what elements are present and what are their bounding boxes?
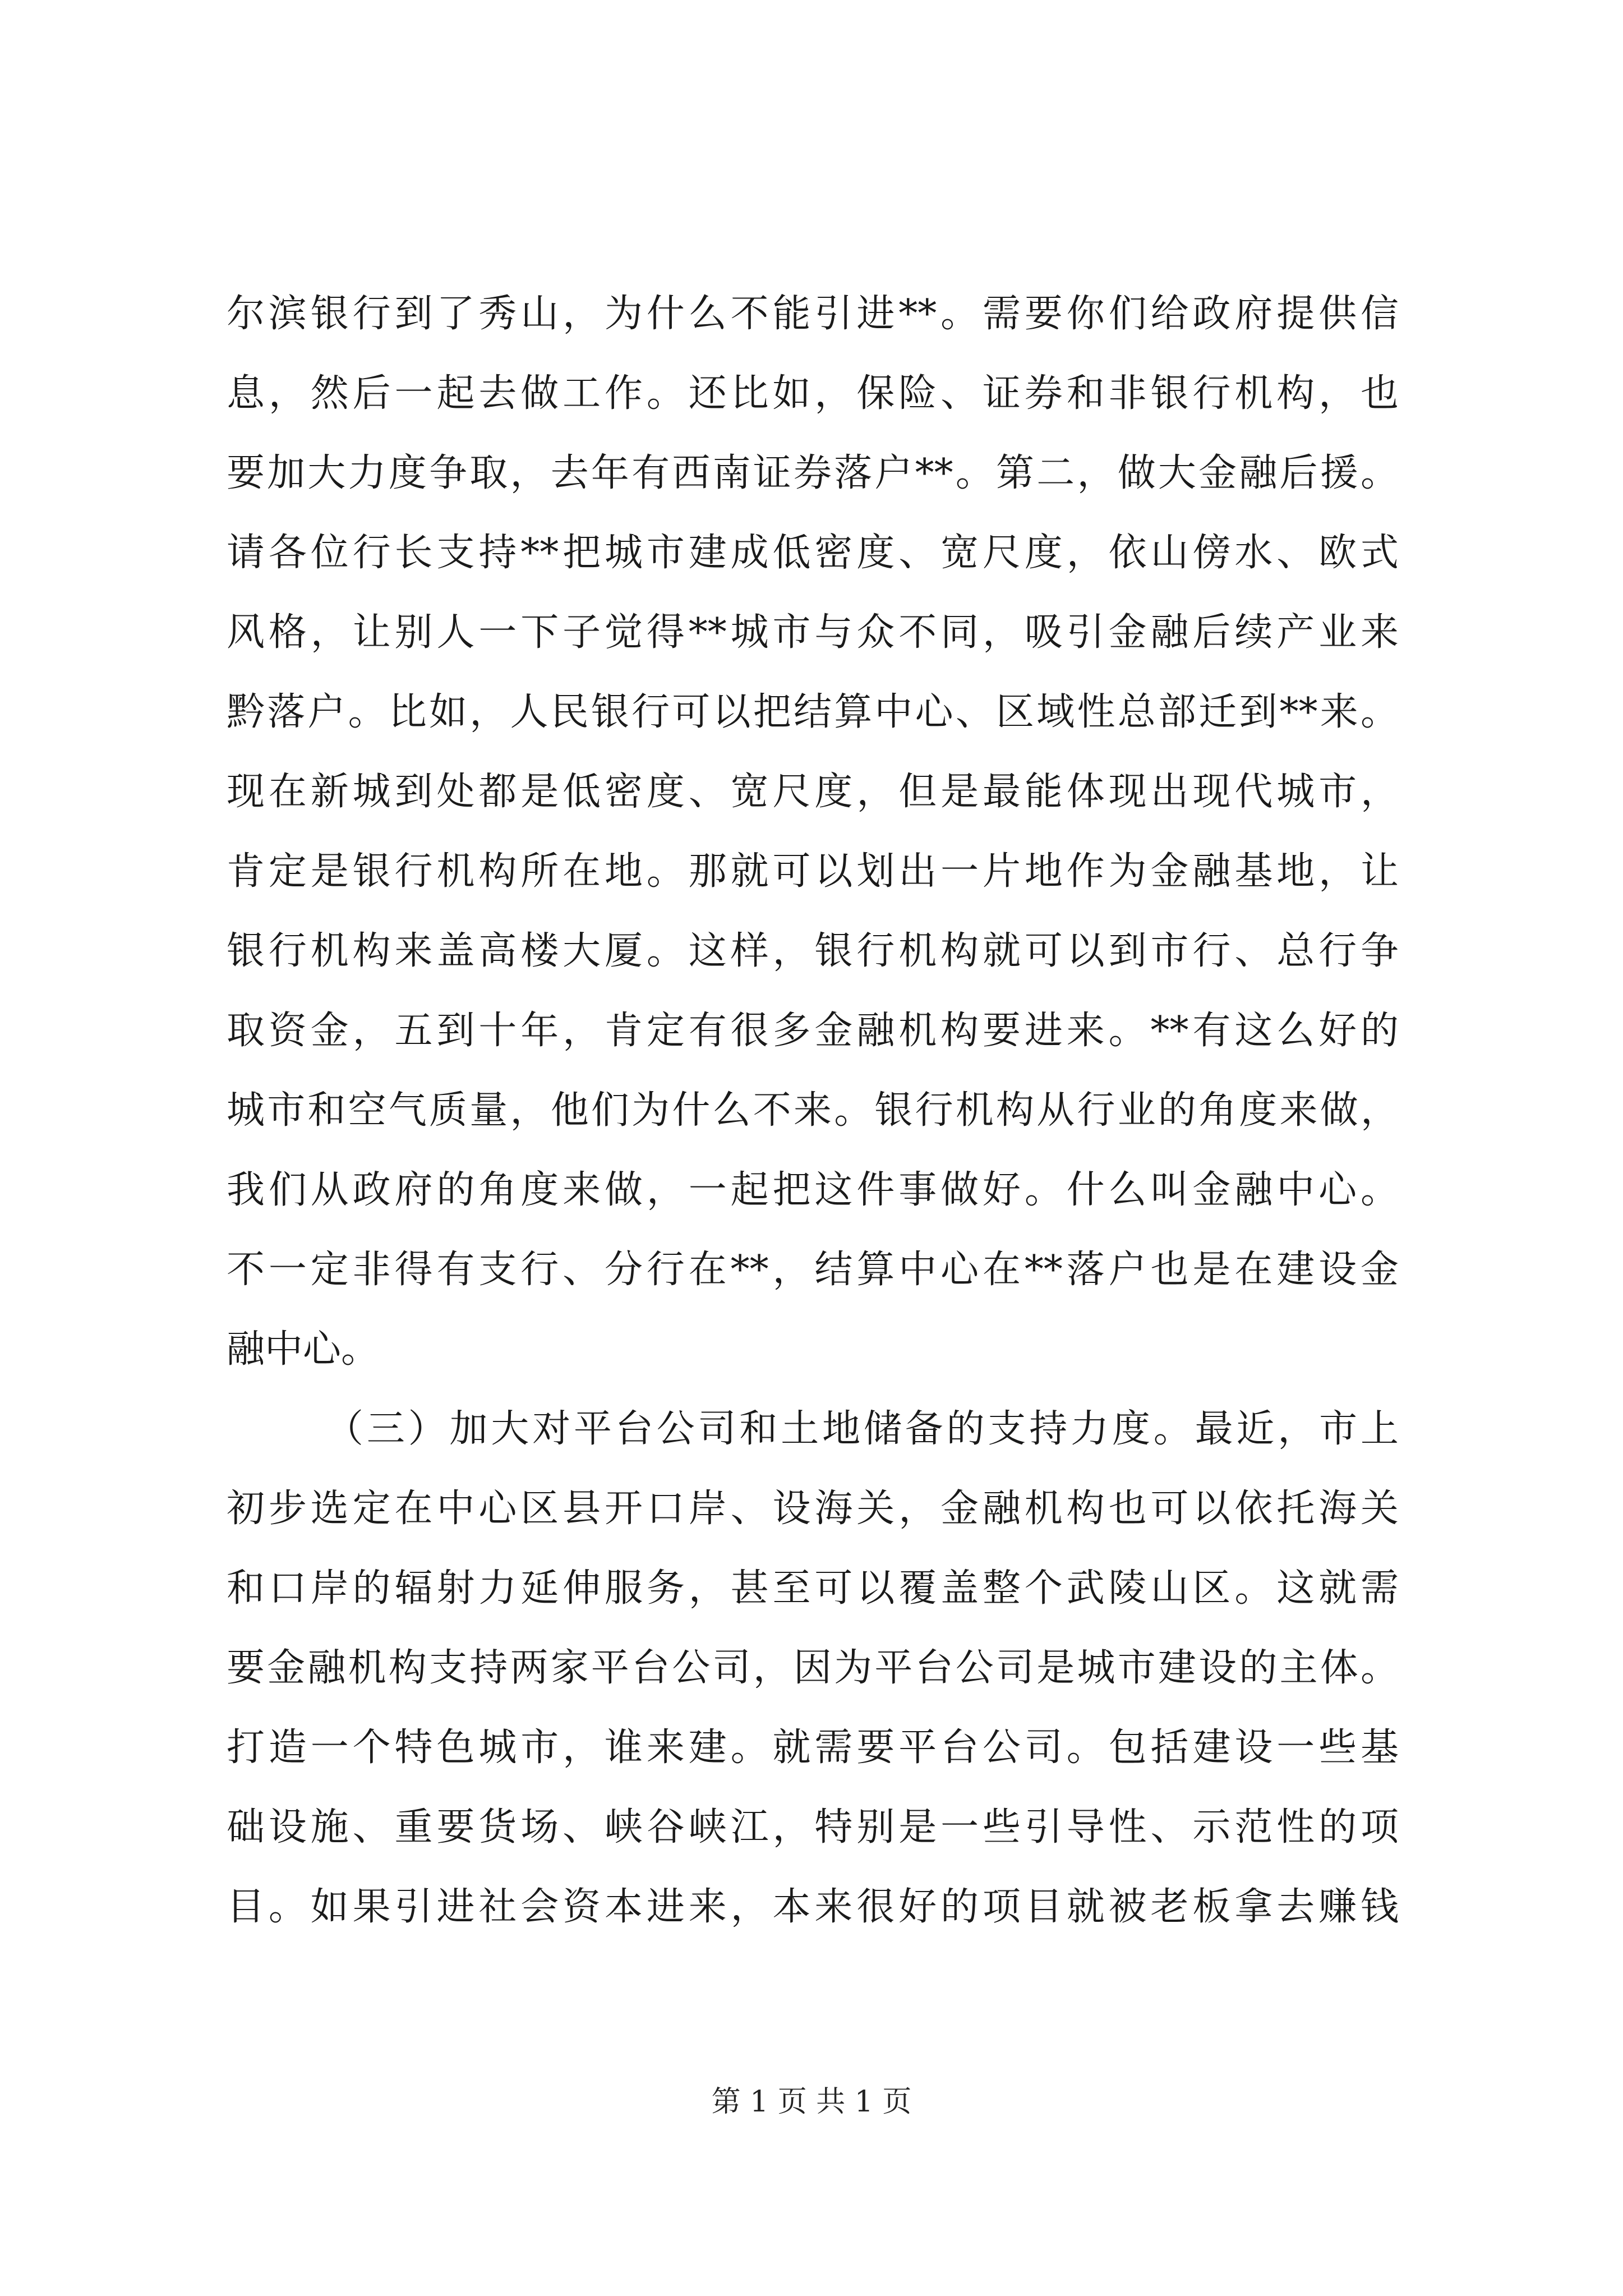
text-line: 要金融机构支持两家平台公司，因为平台公司是城市建设的主体。 [227, 1646, 1399, 1690]
text-line: 城市和空气质量，他们为什么不来。银行机构从行业的角度来做， [227, 1088, 1399, 1133]
text-line: 初步选定在中心区县开口岸、设海关，金融机构也可以依托海关 [227, 1487, 1399, 1531]
text-line: 不一定非得有支行、分行在**，结算中心在**落户也是在建设金 [227, 1248, 1399, 1292]
text-line: 取资金，五到十年，肯定有很多金融机构要进来。**有这么好的 [227, 1009, 1399, 1053]
text-line: 打造一个特色城市，谁来建。就需要平台公司。包括建设一些基 [227, 1726, 1399, 1770]
text-line: 我们从政府的角度来做，一起把这件事做好。什么叫金融中心。 [227, 1168, 1399, 1212]
text-line: 请各位行长支持**把城市建成低密度、宽尺度，依山傍水、欧式 [227, 531, 1399, 575]
text-line: 风格，让别人一下子觉得**城市与众不同，吸引金融后续产业来 [227, 610, 1399, 655]
text-line: 要加大力度争取，去年有西南证券落户**。第二，做大金融后援。 [227, 451, 1399, 495]
text-line: 础设施、重要货场、峡谷峡江，特别是一些引导性、示范性的项 [227, 1805, 1399, 1849]
text-line: 黔落户。比如，人民银行可以把结算中心、区域性总部迁到**来。 [227, 690, 1399, 734]
text-line: 和口岸的辐射力延伸服务，甚至可以覆盖整个武陵山区。这就需 [227, 1566, 1399, 1611]
text-line: 息，然后一起去做工作。还比如，保险、证券和非银行机构，也 [227, 371, 1399, 416]
text-line: 尔滨银行到了秀山，为什么不能引进**。需要你们给政府提供信 [227, 292, 1399, 336]
text-line: 肯定是银行机构所在地。那就可以划出一片地作为金融基地，让 [227, 849, 1399, 894]
text-line: 银行机构来盖高楼大厦。这样，银行机构就可以到市行、总行争 [227, 929, 1399, 973]
page-number-footer: 第 1 页 共 1 页 [711, 2085, 912, 2119]
text-line: 融中心。 [227, 1327, 380, 1372]
paragraph-heading-line: （三）加大对平台公司和土地储备的支持力度。最近，市上 [325, 1407, 1399, 1451]
text-line: 现在新城到处都是低密度、宽尺度，但是最能体现出现代城市， [227, 770, 1399, 814]
text-line: 目。如果引进社会资本进来，本来很好的项目就被老板拿去赚钱 [227, 1885, 1399, 1929]
